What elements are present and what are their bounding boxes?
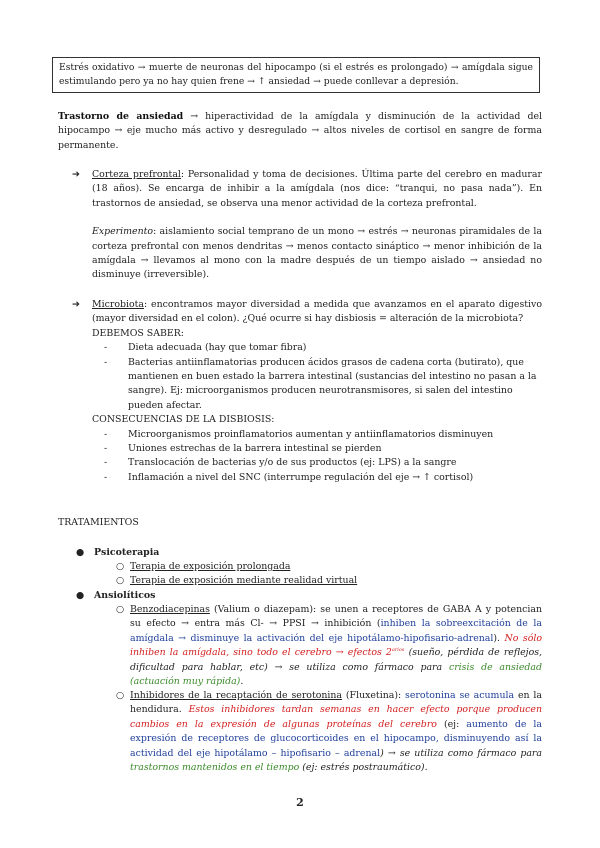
summary-box	[52, 57, 540, 93]
experiment-label: Experimento	[92, 226, 154, 238]
ssri-usage: ) → se utiliza como fármaco para	[380, 747, 542, 759]
ssri-indication: trastornos mantenidos en el tiempo	[130, 762, 300, 774]
cortex-title: Corteza prefrontal	[92, 169, 181, 180]
therapy-virtual-reality: Terapia de exposición mediante realidad virtual	[130, 575, 358, 586]
ssri-name: Inhibidores de la recaptación de serotonina	[130, 690, 343, 701]
circle-bullet-icon: ○	[116, 690, 125, 701]
circle-bullet-icon: ○	[116, 575, 125, 586]
benzo-name: Benzodiacepinas	[130, 604, 210, 615]
ssri-text: (Fluxetina):	[342, 690, 406, 701]
list-item: - Inflamación a nivel del SNC (interrumpe regulación del eje → ↑ cortisol)	[92, 471, 542, 485]
ssri-example: aumento de la expresión de receptores de glucocorticoides en el hipocampo, disminuyendo así la actividad del eje hipotálamo – hipofisario – adrenal	[130, 718, 542, 759]
treatments-heading: TRATAMIENTOS	[58, 517, 139, 528]
must-know-list	[92, 341, 542, 413]
benzo-indication: crisis de ansiedad (actuación muy rápida)	[130, 661, 543, 688]
benzo-text: ).	[493, 632, 505, 644]
microbiota-text: : encontramos mayor diversidad a medida que avanzamos en el aparato digestivo (mayor diversidad en el colon). ¿Qué ocurre si hay disbiosis = alteración de la microbiota?	[92, 299, 542, 325]
list-item: - Microorganismos proinflamatorios aumentan y antiinflamatorios disminuyen	[92, 428, 542, 442]
benzo-side-effects: No sólo inhiben la amígdala, sino todo el cerebro → efectos 2	[130, 632, 542, 659]
consequences-list	[92, 428, 542, 486]
list-item: - Dieta adecuada (hay que tomar fibra)	[92, 341, 542, 355]
anxiety-title: Trastorno de ansiedad	[58, 111, 184, 122]
microbiota-section	[72, 298, 542, 485]
list-item: - Translocación de bacterias y/o de sus productos (ej: LPS) a la sangre	[92, 456, 542, 470]
psychotherapy-item	[72, 546, 542, 560]
psychotherapy-subitem	[112, 574, 542, 588]
microbiota-title: Microbiota	[92, 299, 144, 310]
ssri-example-ptsd: (ej: estrés postraumático).	[299, 762, 428, 774]
list-item: - Bacterias antiinflamatorias producen ácidos grasos de cadena corta (butirato), que mantienen en buen estado la barrera intestinal (sustancias del intestino no pasan a la sangre). Ej: microorganismos producen neurotransmisores, si salen del intestino pueden afectar.	[92, 356, 542, 414]
therapy-prolonged: Terapia de exposición prolongada	[130, 561, 291, 572]
benzo-superscript: arios	[391, 647, 405, 654]
benzo-effects-detail: (sueño, pérdida de reflejos, dificultad para hablar, etc) → se utiliza como fármaco para	[130, 647, 543, 673]
ssri-mechanism: serotonina se acumula	[405, 690, 515, 701]
experiment-text: : aislamiento social temprano de un mono → estrés → neuronas piramidales de la corteza prefrontal con menos dendritas → menos contacto sináptico → menor inhibición de la amígdala → llevamos al mono con la madre después de un tiempo aislado → ansiedad no disminuye (irreversible).	[92, 226, 542, 281]
list-item: - Uniones estrechas de la barrera intestinal se pierden	[92, 442, 542, 456]
page-number: 2	[296, 796, 304, 809]
bullet-icon: ●	[76, 590, 85, 601]
cortex-text: : Personalidad y toma de decisiones. Última parte del cerebro en madurar (18 años). Se encarga de inhibir a la amígdala (nos dice: “tranqui, no pasa nada”). En trastornos de ansiedad, se observa una menor actividad de la corteza prefrontal.	[92, 169, 542, 209]
bullet-icon: ●	[76, 547, 85, 558]
ssri-text: en la hendidura.	[130, 690, 542, 716]
arrow-bullet-icon: ➔	[72, 169, 80, 180]
benzo-text: (Valium o diazepam): se unen a receptores de GABA A y potencian su efecto → entra más Cl- → PPSI → inhibición (	[130, 604, 542, 630]
psychotherapy-label: Psicoterapia	[94, 547, 160, 558]
benzo-mechanism: inhiben la sobreexcitación de la amígdala → disminuye la activación del eje hipotálamo-hipofisario-adrenal	[130, 618, 542, 644]
circle-bullet-icon: ○	[116, 561, 125, 572]
cortex-section	[72, 168, 542, 283]
psychotherapy-subitem	[112, 560, 542, 574]
ssri-item	[112, 689, 542, 775]
must-know-title: DEBEMOS SABER:	[92, 327, 184, 339]
circle-bullet-icon: ○	[116, 604, 125, 615]
benzodiazepines-item	[112, 603, 542, 689]
ssri-text: (ej:	[436, 718, 467, 730]
arrow-bullet-icon: ➔	[72, 299, 80, 310]
anxiolytics-label: Ansiolíticos	[94, 590, 156, 601]
anxiety-text: → hiperactividad de la amígdala y disminución de la actividad del hipocampo → eje mucho más activo y desregulado → altos niveles de cortisol en sangre de forma permanente.	[58, 111, 542, 151]
anxiety-paragraph	[58, 110, 542, 153]
summary-box-text: Estrés oxidativo → muerte de neuronas del hipocampo (si el estrés es prolongado) → amígdala sigue estimulando pero ya no hay quien frene → ↑ ansiedad → puede conllevar a depresión.	[59, 62, 533, 87]
consequences-title: CONSECUENCIAS DE LA DISBIOSIS:	[92, 414, 275, 426]
ssri-delay: Estos inhibidores tardan semanas en hacer efecto porque producen cambios en la expresión de algunas proteínas del cerebro	[130, 704, 542, 730]
anxiolytics-item	[72, 589, 542, 603]
benzo-text: .	[240, 676, 244, 688]
